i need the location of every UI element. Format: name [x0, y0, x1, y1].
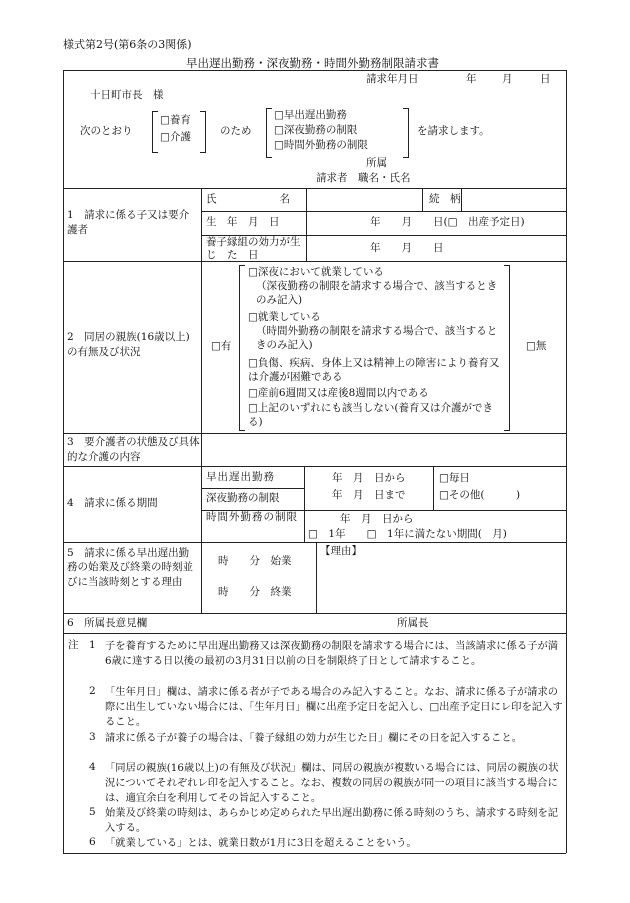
- note-number: 3: [89, 731, 96, 743]
- note-text: 子を養育するために早出遅出勤務又は深夜勤務の制限を請求する場合には、当該請求に係る子が満6歳に達する日以後の最初の3月31日以前の日を制限終了日として請求すること。: [105, 640, 559, 668]
- purpose-option-nursing: □介護: [160, 131, 191, 143]
- overtime-period: □ 1年 □ 1年に満たない期間( 月): [308, 528, 507, 540]
- night-work-label: 深夜勤務の制限: [206, 492, 280, 504]
- cohabitant-item: （時間外勤務の制限を請求する場合で、該当するときのみ記入): [256, 325, 498, 351]
- name-label: 氏 名: [206, 193, 290, 205]
- department-head-label: 所属長: [397, 617, 429, 629]
- cohabitant-item: □深夜において就業している: [248, 266, 384, 278]
- adoption-date-label: 養子縁組の効力が生 じ た 日: [206, 236, 311, 261]
- request-option-early-late: □早出遅出勤務: [274, 109, 347, 121]
- request-option-night: □深夜勤務の制限: [274, 124, 358, 136]
- period-daily: □毎日: [439, 472, 470, 484]
- affiliation-label: 所属: [366, 157, 387, 169]
- period-other: □その他( ): [439, 489, 521, 501]
- cohabitant-no: □無: [526, 340, 547, 352]
- note-number: 6: [89, 836, 96, 848]
- request-date-label: 請求年月日: [366, 73, 419, 85]
- bracket-left: [239, 265, 245, 431]
- request-date-day: 日: [540, 73, 551, 85]
- overtime-label: 時間外勤務の制限: [206, 511, 298, 523]
- requester-label: 請求者 職名・氏名: [316, 172, 411, 184]
- early-late-label: 早出遅出勤務: [206, 471, 275, 483]
- note-text: 請求に係る子が養子の場合は、「養子縁組の効力が生じた日」欄にその日を記入すること。: [105, 732, 523, 744]
- adoption-date-value: 年 月 日: [370, 242, 444, 254]
- purpose-option-childcare: □養育: [160, 114, 191, 126]
- note-text: 「同居の親族(16歳以上)の有無及び状況」欄は、同居の親族が複数いる場合には、同居の親族の状況についてそれぞれレ印を記入すること。なお、複数の同居の親族が同一の項目に該当する場合には、適宜余白を利用してその旨記入すること。: [105, 762, 559, 805]
- bracket-left: [266, 108, 272, 158]
- note-number: 2: [89, 685, 96, 697]
- note-number: 1: [89, 639, 96, 651]
- bracket-right: [403, 108, 409, 158]
- cohabitant-item: □負傷、疾病、身体上又は精神上の障害により養育又は介護が困難である: [248, 357, 500, 383]
- page-title: 早出遅出勤務・深夜勤務・時間外勤務制限請求書: [186, 56, 439, 70]
- birth-date-value: 年 月 日(□ 出産予定日): [370, 216, 525, 228]
- section1-label: 1 請求に係る子又は要介護者: [67, 209, 190, 236]
- section5-label: 5 請求に係る早出遅出勤務の始業及び終業の時刻並びに当該時刻とする理由: [67, 547, 193, 588]
- note-text: 「就業している」とは、就業日数が1月に3日を超えることをいう。: [105, 837, 417, 849]
- note-number: 5: [89, 806, 96, 818]
- section4-label: 4 請求に係る期間: [67, 497, 158, 509]
- bracket-right: [200, 111, 206, 153]
- intro-prefix: 次のとおり: [80, 125, 133, 137]
- note-text: 「生年月日」欄は、請求に係る者が子である場合のみ記入すること。なお、請求に係る子が請求の際に出生していない場合には、「生年月日」欄に出産予定日を記入し、□出産予定日にレ印を記入すること。: [105, 686, 563, 729]
- cohabitant-yes: □有: [211, 340, 232, 352]
- request-suffix: を請求します。: [417, 125, 490, 137]
- form-number: 様式第2号(第6条の3関係): [63, 38, 192, 51]
- cohabitant-item: （深夜勤務の制限を請求する場合で、該当するときのみ記入): [256, 280, 498, 306]
- section3-label: 3 要介護者の状態及び具体的な介護の内容: [67, 436, 200, 463]
- purpose-suffix: のため: [220, 125, 252, 137]
- overtime-from: 年 月 日から: [340, 513, 414, 525]
- bracket-left: [152, 111, 158, 153]
- start-time: 時 分 始業: [218, 555, 292, 567]
- end-time: 時 分 終業: [218, 586, 292, 598]
- section6-label: 6 所属長意見欄: [67, 617, 148, 629]
- section2-label: 2 同居の親族(16歳以上)の有無及び状況: [67, 331, 190, 358]
- request-option-overtime: □時間外勤務の制限: [274, 139, 368, 151]
- reason-label: 【理由】: [320, 545, 362, 557]
- cohabitant-item: □上記のいずれにも該当しない(養育又は介護ができる): [248, 402, 494, 428]
- relation-label: 続 柄: [429, 193, 461, 205]
- note-text: 始業及び終業の時刻は、あらかじめ定められた早出遅出勤務に係る時刻のうち、請求する時刻を記入する。: [105, 807, 559, 835]
- period-from: 年 月 日から: [332, 472, 406, 484]
- birth-date-label: 生 年 月 日: [206, 216, 280, 228]
- cohabitant-item: □就業している: [248, 311, 321, 323]
- request-date-year: 年: [466, 73, 477, 85]
- notes-prefix: 注: [68, 639, 79, 651]
- cohabitant-item: □産前6週間又は産後8週間以内である: [248, 387, 429, 399]
- note-number: 4: [89, 761, 96, 773]
- period-to: 年 月 日まで: [332, 489, 406, 501]
- addressee: 十日町市長 様: [90, 89, 164, 101]
- request-date-month: 月: [502, 73, 513, 85]
- bracket-right: [504, 265, 510, 431]
